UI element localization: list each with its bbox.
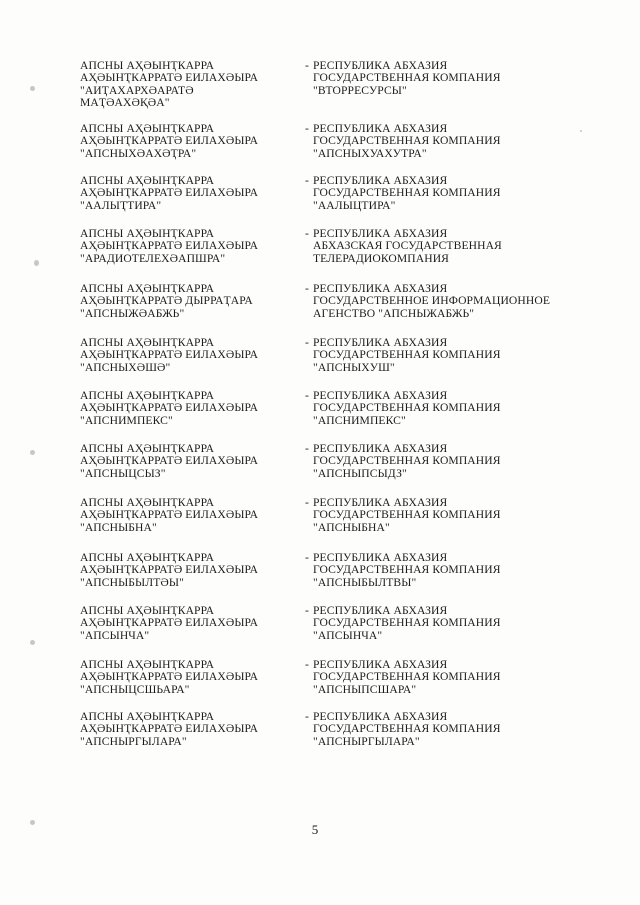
russian-line-text: РЕСПУБЛИКА АБХАЗИЯ (313, 174, 448, 187)
abkhaz-line: АПСНЫ АҲӘЫНҬКАРРА (80, 282, 215, 295)
abkhaz-line: АПСНЫ АҲӘЫНҬКАРРА (80, 122, 215, 135)
abkhaz-line: АҲӘЫНҬКАРРАТӘ ЕИЛАХӘЫРА (80, 722, 259, 736)
russian-line: ГОСУДАРСТВЕННАЯ КОМПАНИЯ (313, 134, 501, 148)
abkhaz-line: АПСНЫ АҲӘЫНҬКАРРА (80, 389, 215, 402)
entry-row (0, 123, 640, 175)
scan-speck (30, 820, 35, 825)
entry-row (0, 659, 640, 711)
scan-speck (30, 86, 35, 91)
abkhaz-name (80, 711, 300, 748)
abkhaz-line: "АПСНЫБНА" (80, 520, 157, 534)
page-number: 5 (311, 822, 319, 837)
abkhaz-name (80, 390, 300, 427)
abkhaz-line: "АПСНЫЦСШЬАРА" (80, 682, 190, 696)
russian-name (305, 337, 605, 374)
abkhaz-line: АҲӘЫНҬКАРРАТӘ ЕИЛАХӘЫРА (80, 401, 259, 415)
russian-line: ГОСУДАРСТВЕННАЯ КОМПАНИЯ (313, 508, 501, 522)
russian-name (305, 390, 605, 427)
abkhaz-line: АПСНЫ АҲӘЫНҬКАРРА (80, 442, 215, 455)
entry-row (0, 228, 640, 280)
entry-row (0, 390, 640, 442)
russian-line-text: РЕСПУБЛИКА АБХАЗИЯ (313, 442, 448, 455)
russian-name (305, 228, 605, 265)
abkhaz-line: "АРАДИОТЕЛЕХӘАПШРА" (80, 251, 226, 265)
russian-line: ГОСУДАРСТВЕННАЯ КОМПАНИЯ (313, 71, 501, 85)
russian-line: "ААЛЫЦТИРА" (313, 198, 396, 212)
entry-row (0, 283, 640, 335)
abkhaz-line: АПСНЫ АҲӘЫНҬКАРРА (80, 496, 215, 509)
entry-row (0, 497, 640, 549)
scan-speck (30, 450, 35, 455)
abkhaz-line: АҲӘЫНҬКАРРАТӘ ЕИЛАХӘЫРА (80, 454, 259, 468)
russian-line: ГОСУДАРСТВЕННАЯ КОМПАНИЯ (313, 670, 501, 684)
dash: - (305, 122, 309, 135)
abkhaz-line: АҲӘЫНҬКАРРАТӘ ДЫРРАҬАРА (80, 294, 253, 308)
abkhaz-line: АҲӘЫНҬКАРРАТӘ ЕИЛАХӘЫРА (80, 508, 259, 522)
abkhaz-line: АПСНЫ АҲӘЫНҬКАРРА (80, 227, 215, 240)
russian-line-text: РЕСПУБЛИКА АБХАЗИЯ (313, 604, 448, 617)
russian-line: АГЕНСТВО "АПСНЫЖАБЖЬ" (313, 306, 475, 320)
russian-line: "АПСНЫРГЫЛАРА" (313, 734, 420, 748)
dash: - (305, 282, 309, 295)
russian-line: "АПСНЫХУАХУТРА" (313, 146, 427, 160)
russian-line-text: РЕСПУБЛИКА АБХАЗИЯ (313, 551, 448, 564)
russian-line: ГОСУДАРСТВЕННАЯ КОМПАНИЯ (313, 722, 501, 736)
abkhaz-line: "АПСНЫЖӘАБЖЬ" (80, 306, 185, 320)
russian-line: ГОСУДАРСТВЕННАЯ КОМПАНИЯ (313, 186, 501, 200)
russian-name (305, 497, 605, 534)
russian-line: ГОСУДАРСТВЕННАЯ КОМПАНИЯ (313, 454, 501, 468)
dash: - (305, 710, 309, 723)
russian-line-text: РЕСПУБЛИКА АБХАЗИЯ (313, 59, 448, 72)
russian-line-text: РЕСПУБЛИКА АБХАЗИЯ (313, 227, 448, 240)
russian-name (305, 123, 605, 160)
russian-line-text: РЕСПУБЛИКА АБХАЗИЯ (313, 496, 448, 509)
abkhaz-line: АПСНЫ АҲӘЫНҬКАРРА (80, 604, 215, 617)
abkhaz-line: АҲӘЫНҬКАРРАТӘ ЕИЛАХӘЫРА (80, 186, 259, 200)
russian-line-text: РЕСПУБЛИКА АБХАЗИЯ (313, 336, 448, 349)
abkhaz-line: АҲӘЫНҬКАРРАТӘ ЕИЛАХӘЫРА (80, 71, 259, 85)
abkhaz-line: "АПСНЫХӘШӘ" (80, 360, 171, 374)
abkhaz-name (80, 228, 300, 265)
russian-line: "ВТОРРЕСУРСЫ" (313, 83, 407, 97)
abkhaz-name (80, 337, 300, 374)
abkhaz-line: "АПСНЫБЫЛТӘЫ" (80, 575, 184, 589)
abkhaz-name (80, 283, 300, 320)
abkhaz-line: "АИҬАХАРХӘАРАТӘ (80, 83, 194, 97)
abkhaz-name (80, 443, 300, 480)
abkhaz-name (80, 497, 300, 534)
abkhaz-line: АҲӘЫНҬКАРРАТӘ ЕИЛАХӘЫРА (80, 239, 259, 253)
russian-line-text: РЕСПУБЛИКА АБХАЗИЯ (313, 122, 448, 135)
dash: - (305, 658, 309, 671)
dash: - (305, 174, 309, 187)
abkhaz-line: "АПСНЫРГЫЛАРА" (80, 734, 187, 748)
russian-line-text: РЕСПУБЛИКА АБХАЗИЯ (313, 282, 448, 295)
entry-row (0, 605, 640, 657)
entry-row (0, 711, 640, 763)
russian-line: "АПСНЫПСЫДЗ" (313, 466, 407, 480)
abkhaz-name (80, 659, 300, 696)
russian-name (305, 552, 605, 589)
russian-line: ГОСУДАРСТВЕННАЯ КОМПАНИЯ (313, 401, 501, 415)
abkhaz-line: АПСНЫ АҲӘЫНҬКАРРА (80, 551, 215, 564)
abkhaz-line: МАҬӘАХӘҚӘА" (80, 96, 170, 110)
scan-speck (34, 260, 39, 266)
abkhaz-line: АҲӘЫНҬКАРРАТӘ ЕИЛАХӘЫРА (80, 563, 259, 577)
russian-line: "АПСНЫБНА" (313, 520, 390, 534)
abkhaz-line: АҲӘЫНҬКАРРАТӘ ЕИЛАХӘЫРА (80, 348, 259, 362)
abkhaz-line: АПСНЫ АҲӘЫНҬКАРРА (80, 658, 215, 671)
russian-name (305, 443, 605, 480)
abkhaz-name (80, 123, 300, 160)
dash: - (305, 336, 309, 349)
entry-row (0, 552, 640, 604)
abkhaz-line: "АПСЫНЧА" (80, 628, 150, 642)
russian-line: АБХАЗСКАЯ ГОСУДАРСТВЕННАЯ (313, 239, 502, 253)
russian-line: ГОСУДАРСТВЕННАЯ КОМПАНИЯ (313, 616, 501, 630)
dash: - (305, 496, 309, 509)
abkhaz-name (80, 175, 300, 212)
abkhaz-name (80, 60, 300, 110)
dash: - (305, 604, 309, 617)
abkhaz-line: "ААЛЫҬТИРА" (80, 198, 162, 212)
abkhaz-line: "АПСНЫХӘАХӘҬРА" (80, 146, 197, 160)
abkhaz-line: АҲӘЫНҬКАРРАТӘ ЕИЛАХӘЫРА (80, 670, 259, 684)
abkhaz-line: АҲӘЫНҬКАРРАТӘ ЕИЛАХӘЫРА (80, 134, 259, 148)
russian-line: ТЕЛЕРАДИОКОМПАНИЯ (313, 251, 449, 265)
dash: - (305, 227, 309, 240)
scan-speck (580, 130, 582, 132)
entry-row (0, 60, 640, 112)
abkhaz-line: "АПСНИМПЕКС" (80, 413, 173, 427)
dash: - (305, 551, 309, 564)
russian-name (305, 175, 605, 212)
abkhaz-line: АПСНЫ АҲӘЫНҬКАРРА (80, 59, 215, 72)
russian-line-text: РЕСПУБЛИКА АБХАЗИЯ (313, 658, 448, 671)
abkhaz-line: АҲӘЫНҬКАРРАТӘ ЕИЛАХӘЫРА (80, 616, 259, 630)
dash: - (305, 442, 309, 455)
entry-row (0, 337, 640, 389)
dash: - (305, 389, 309, 402)
russian-line: "АПСНИМПЕКС" (313, 413, 406, 427)
russian-line: ГОСУДАРСТВЕННАЯ КОМПАНИЯ (313, 563, 501, 577)
dash: - (305, 59, 309, 72)
russian-line: "АПСНЫХУШ" (313, 360, 395, 374)
russian-line-text: РЕСПУБЛИКА АБХАЗИЯ (313, 710, 448, 723)
russian-name (305, 659, 605, 696)
abkhaz-name (80, 605, 300, 642)
russian-line: ГОСУДАРСТВЕННАЯ КОМПАНИЯ (313, 348, 501, 362)
russian-line: "АПСЫНЧА" (313, 628, 383, 642)
russian-line: "АПСНЫПСШАРА" (313, 682, 417, 696)
russian-line: "АПСНЫБЫЛТВЫ" (313, 575, 417, 589)
russian-name (305, 605, 605, 642)
abkhaz-name (80, 552, 300, 589)
abkhaz-line: АПСНЫ АҲӘЫНҬКАРРА (80, 174, 215, 187)
russian-name (305, 711, 605, 748)
scan-speck (30, 640, 35, 645)
russian-name (305, 60, 605, 97)
entry-row (0, 443, 640, 495)
russian-line: ГОСУДАРСТВЕННОЕ ИНФОРМАЦИОННОЕ (313, 294, 551, 308)
abkhaz-line: "АПСНЫЦСЫЗ" (80, 466, 166, 480)
abkhaz-line: АПСНЫ АҲӘЫНҬКАРРА (80, 710, 215, 723)
russian-line-text: РЕСПУБЛИКА АБХАЗИЯ (313, 389, 448, 402)
russian-name (305, 283, 605, 320)
abkhaz-line: АПСНЫ АҲӘЫНҬКАРРА (80, 336, 215, 349)
entry-row (0, 175, 640, 227)
